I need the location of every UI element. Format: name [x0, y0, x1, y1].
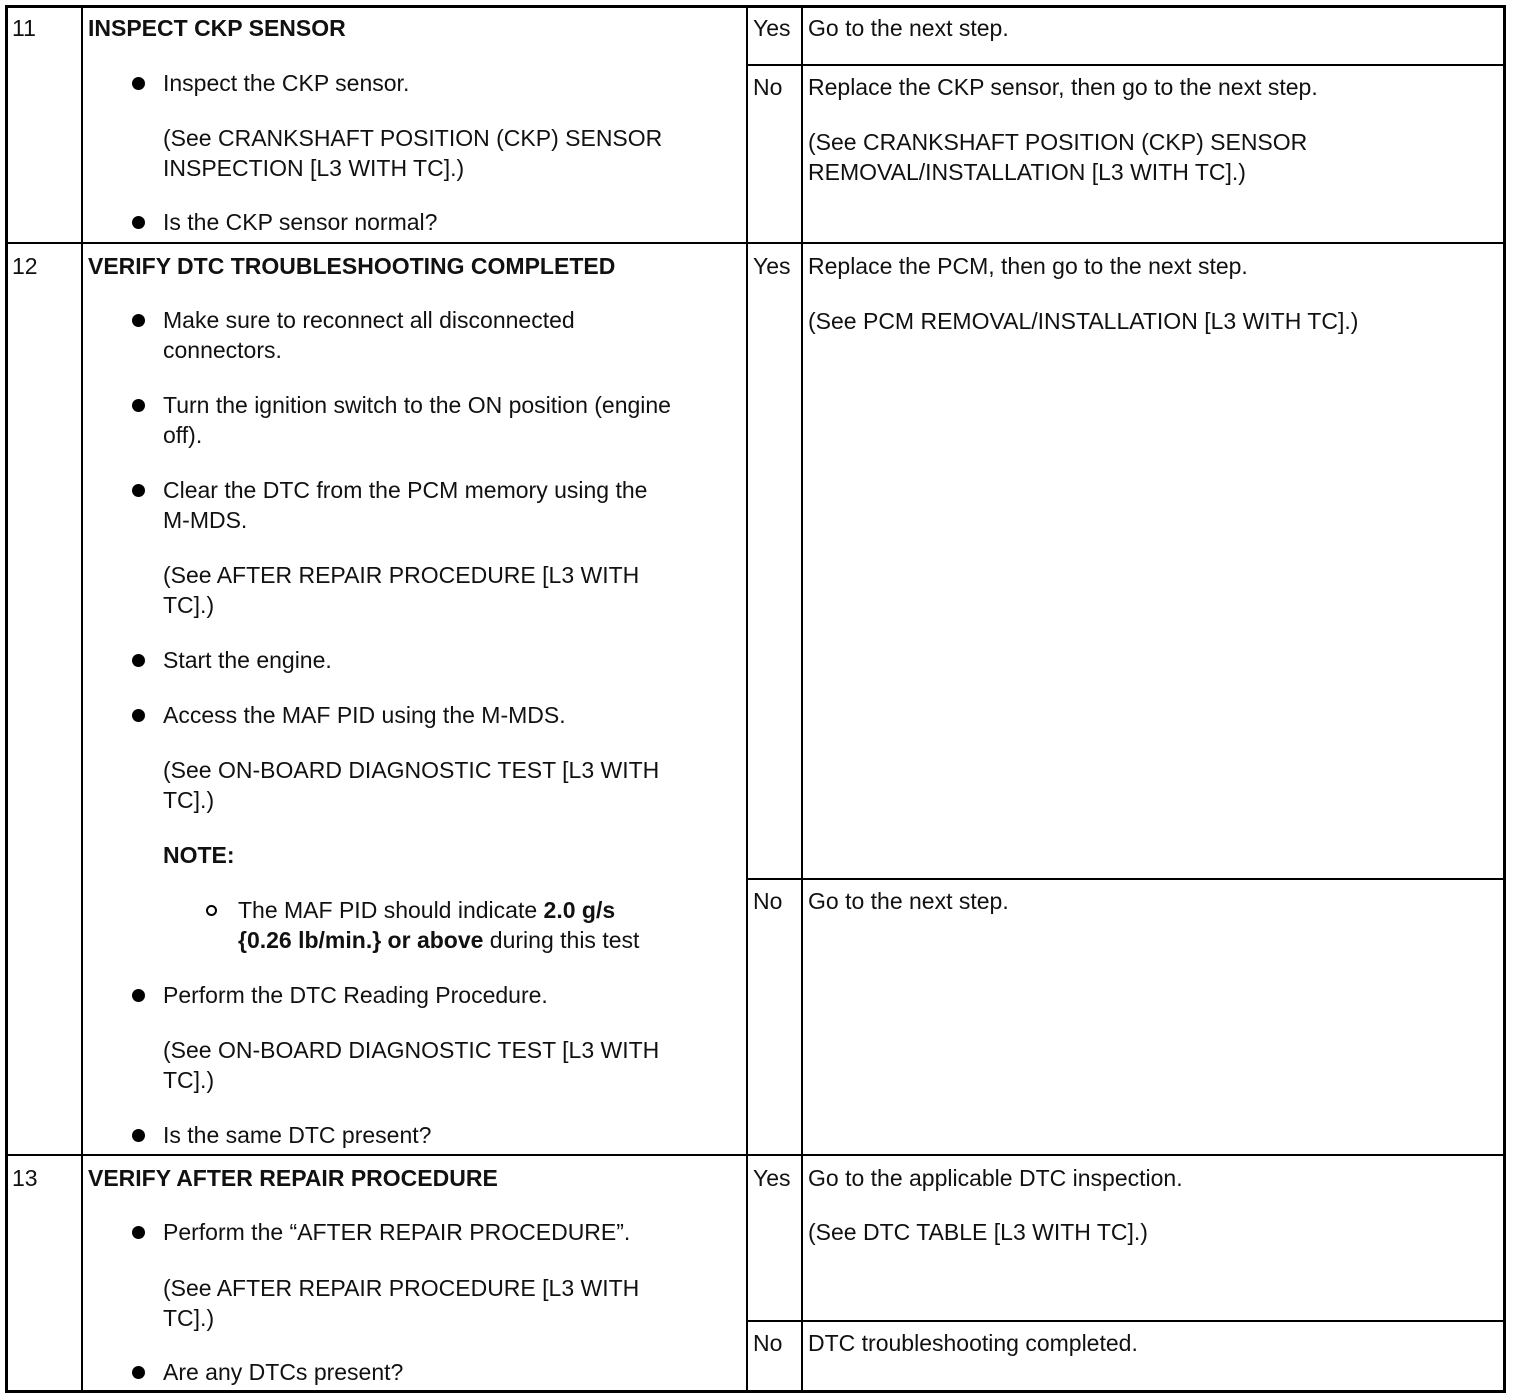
reference-text: TC].): [163, 1305, 215, 1331]
bullet-icon: [132, 216, 145, 229]
action-text: Inspect the CKP sensor.: [163, 70, 410, 96]
yes-result: Go to the next step.: [808, 15, 1009, 41]
reference-text: (See CRANKSHAFT POSITION (CKP) SENSOR: [163, 125, 663, 151]
no-result: Go to the next step.: [808, 888, 1009, 914]
column-divider: [801, 5, 803, 1393]
step-number: 12: [12, 253, 38, 279]
action-text: Perform the DTC Reading Procedure.: [163, 982, 548, 1008]
bullet-icon: [132, 654, 145, 667]
yes-label: Yes: [753, 15, 791, 41]
bullet-icon: [132, 77, 145, 90]
action-text: Make sure to reconnect all disconnected: [163, 307, 575, 333]
action-text: Is the same DTC present?: [163, 1122, 432, 1148]
bullet-icon: [132, 314, 145, 327]
bullet-icon: [132, 989, 145, 1002]
step-title: INSPECT CKP SENSOR: [88, 15, 346, 41]
reference-text: TC].): [163, 1067, 215, 1093]
column-divider: [746, 5, 748, 1393]
yes-result: Replace the PCM, then go to the next step.: [808, 253, 1248, 279]
column-divider: [81, 5, 83, 1393]
no-label: No: [753, 74, 783, 100]
reference-text: (See PCM REMOVAL/INSTALLATION [L3 WITH TC].): [808, 308, 1359, 334]
bullet-icon: [132, 1366, 145, 1379]
row-divider: [5, 242, 1506, 244]
action-text: Start the engine.: [163, 647, 332, 673]
reference-text: REMOVAL/INSTALLATION [L3 WITH TC].): [808, 159, 1246, 185]
yes-label: Yes: [753, 253, 791, 279]
bullet-icon: [132, 1129, 145, 1142]
step-number: 13: [12, 1165, 38, 1191]
reference-text: (See AFTER REPAIR PROCEDURE [L3 WITH: [163, 562, 640, 588]
action-text: off).: [163, 422, 203, 448]
reference-text: (See ON-BOARD DIAGNOSTIC TEST [L3 WITH: [163, 757, 660, 783]
reference-text: (See CRANKSHAFT POSITION (CKP) SENSOR: [808, 129, 1308, 155]
action-text: connectors.: [163, 337, 282, 363]
no-label: No: [753, 888, 783, 914]
reference-text: (See DTC TABLE [L3 WITH TC].): [808, 1219, 1148, 1245]
no-result: DTC troubleshooting completed.: [808, 1330, 1138, 1356]
step-title: VERIFY DTC TROUBLESHOOTING COMPLETED: [88, 253, 616, 279]
action-text: Perform the “AFTER REPAIR PROCEDURE”.: [163, 1219, 631, 1245]
reference-text: TC].): [163, 787, 215, 813]
row-divider: [746, 64, 1506, 66]
row-divider: [746, 1320, 1506, 1322]
action-text: M-MDS.: [163, 507, 248, 533]
action-text: Access the MAF PID using the M-MDS.: [163, 702, 566, 728]
bullet-icon: [132, 399, 145, 412]
note-label: NOTE:: [163, 842, 235, 868]
bullet-icon: [132, 484, 145, 497]
action-text: Clear the DTC from the PCM memory using the: [163, 477, 648, 503]
reference-text: INSPECTION [L3 WITH TC].): [163, 155, 465, 181]
no-result: Replace the CKP sensor, then go to the next step.: [808, 74, 1318, 100]
reference-text: TC].): [163, 592, 215, 618]
reference-text: (See AFTER REPAIR PROCEDURE [L3 WITH: [163, 1275, 640, 1301]
no-label: No: [753, 1330, 783, 1356]
action-text: Is the CKP sensor normal?: [163, 209, 438, 235]
step-number: 11: [12, 15, 36, 41]
action-text: Are any DTCs present?: [163, 1359, 404, 1385]
yes-label: Yes: [753, 1165, 791, 1191]
bullet-icon: [132, 1226, 145, 1239]
note-text: {0.26 lb/min.} or above during this test: [238, 927, 640, 953]
yes-result: Go to the applicable DTC inspection.: [808, 1165, 1183, 1191]
bullet-icon: [132, 709, 145, 722]
row-divider: [746, 878, 1506, 880]
note-text: The MAF PID should indicate 2.0 g/s: [238, 897, 616, 923]
sub-bullet-icon: [206, 905, 217, 916]
step-title: VERIFY AFTER REPAIR PROCEDURE: [88, 1165, 498, 1191]
row-divider: [5, 1154, 1506, 1156]
action-text: Turn the ignition switch to the ON position (engine: [163, 392, 671, 418]
reference-text: (See ON-BOARD DIAGNOSTIC TEST [L3 WITH: [163, 1037, 660, 1063]
